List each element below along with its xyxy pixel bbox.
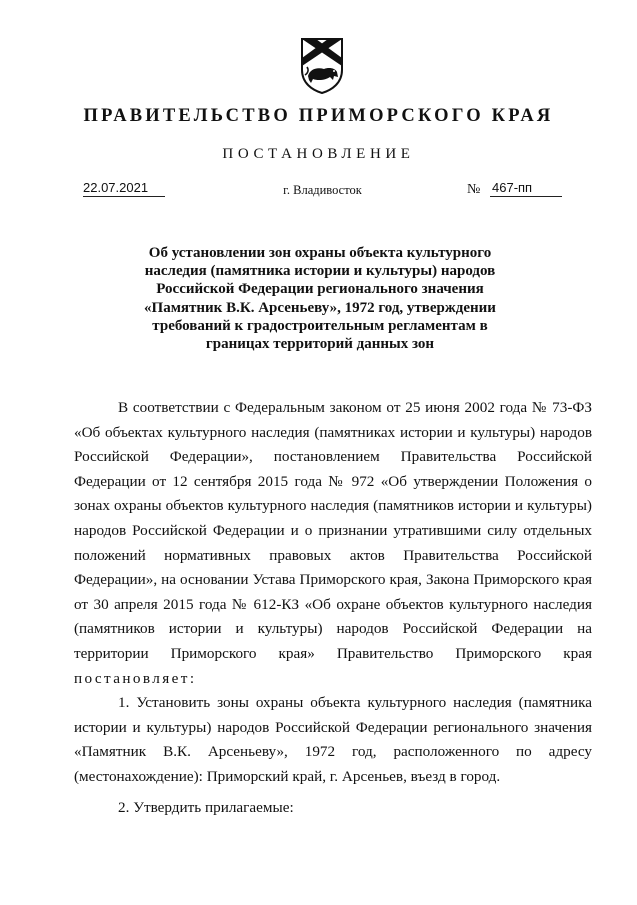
document-type: ПОСТАНОВЛЕНИЕ <box>222 146 415 162</box>
body-line: В соответствии с Федеральным законом от 25 июня 2002 года № 73-ФЗ <box>118 399 592 416</box>
subject-line: границах территорий данных зон <box>205 336 435 353</box>
subject-line: Российской Федерации регионального значения <box>156 281 484 298</box>
document-body <box>74 396 592 820</box>
subject-line: наследия (памятника истории и культуры) народов <box>144 263 496 280</box>
body-line: от 30 апреля 2015 года № 612-КЗ «Об охране объектов культурного наследия <box>74 595 592 613</box>
body-line: «Об объектах культурного наследия (памятниках истории и культуры) народов <box>74 423 592 441</box>
body-line: Федерации от 12 сентября 2015 года № 972 «Об утверждении Положения о <box>74 472 592 490</box>
resolution-word: постановляет: <box>74 669 197 687</box>
document-date: 22.07.2021 <box>83 180 165 197</box>
body-line: 2. Утвердить прилагаемые: <box>118 798 294 816</box>
body-line: положений нормативных правовых актов Правительства Российской <box>74 546 592 564</box>
body-line: зонах охраны объектов культурного наследия (памятников истории и культуры) <box>74 497 592 515</box>
body-line: (памятников истории и культуры) народов Российской Федерации на <box>74 620 592 638</box>
body-line: Российской Федерации», постановлением Правительства Российской <box>74 448 592 466</box>
body-line: народов Российской Федерации и о признании утратившими силу отдельных <box>74 521 592 539</box>
body-line: (местонахождение): Приморский край, г. Арсеньев, въезд в город. <box>74 767 501 785</box>
body-line: «Памятник В.К. Арсеньеву», 1972 год, расположенного по адресу <box>74 743 592 761</box>
body-line: 1. Установить зоны охраны объекта культурного наследия (памятника <box>118 694 592 712</box>
body-line: Федерации», на основании Устава Приморского края, Закона Приморского края <box>74 571 592 589</box>
body-line: территории Приморского края» Правительство Приморского края <box>74 644 592 662</box>
body-line: истории и культуры) народов Российской Федерации регионального значения <box>74 718 592 736</box>
document-city: г. Владивосток <box>283 183 362 197</box>
document-number: 467-пп <box>490 180 562 197</box>
government-title: ПРАВИТЕЛЬСТВО ПРИМОРСКОГО КРАЯ <box>83 106 554 126</box>
number-sign: № <box>467 182 481 197</box>
primorye-coat-of-arms-icon <box>299 36 345 94</box>
subject-line: Об установлении зон охраны объекта культурного <box>148 245 492 261</box>
subject-line: «Памятник В.К. Арсеньеву», 1972 год, утверждении <box>144 299 496 316</box>
subject-line: требований к градостроительным регламентам в <box>152 317 488 334</box>
document-subject <box>120 244 520 353</box>
